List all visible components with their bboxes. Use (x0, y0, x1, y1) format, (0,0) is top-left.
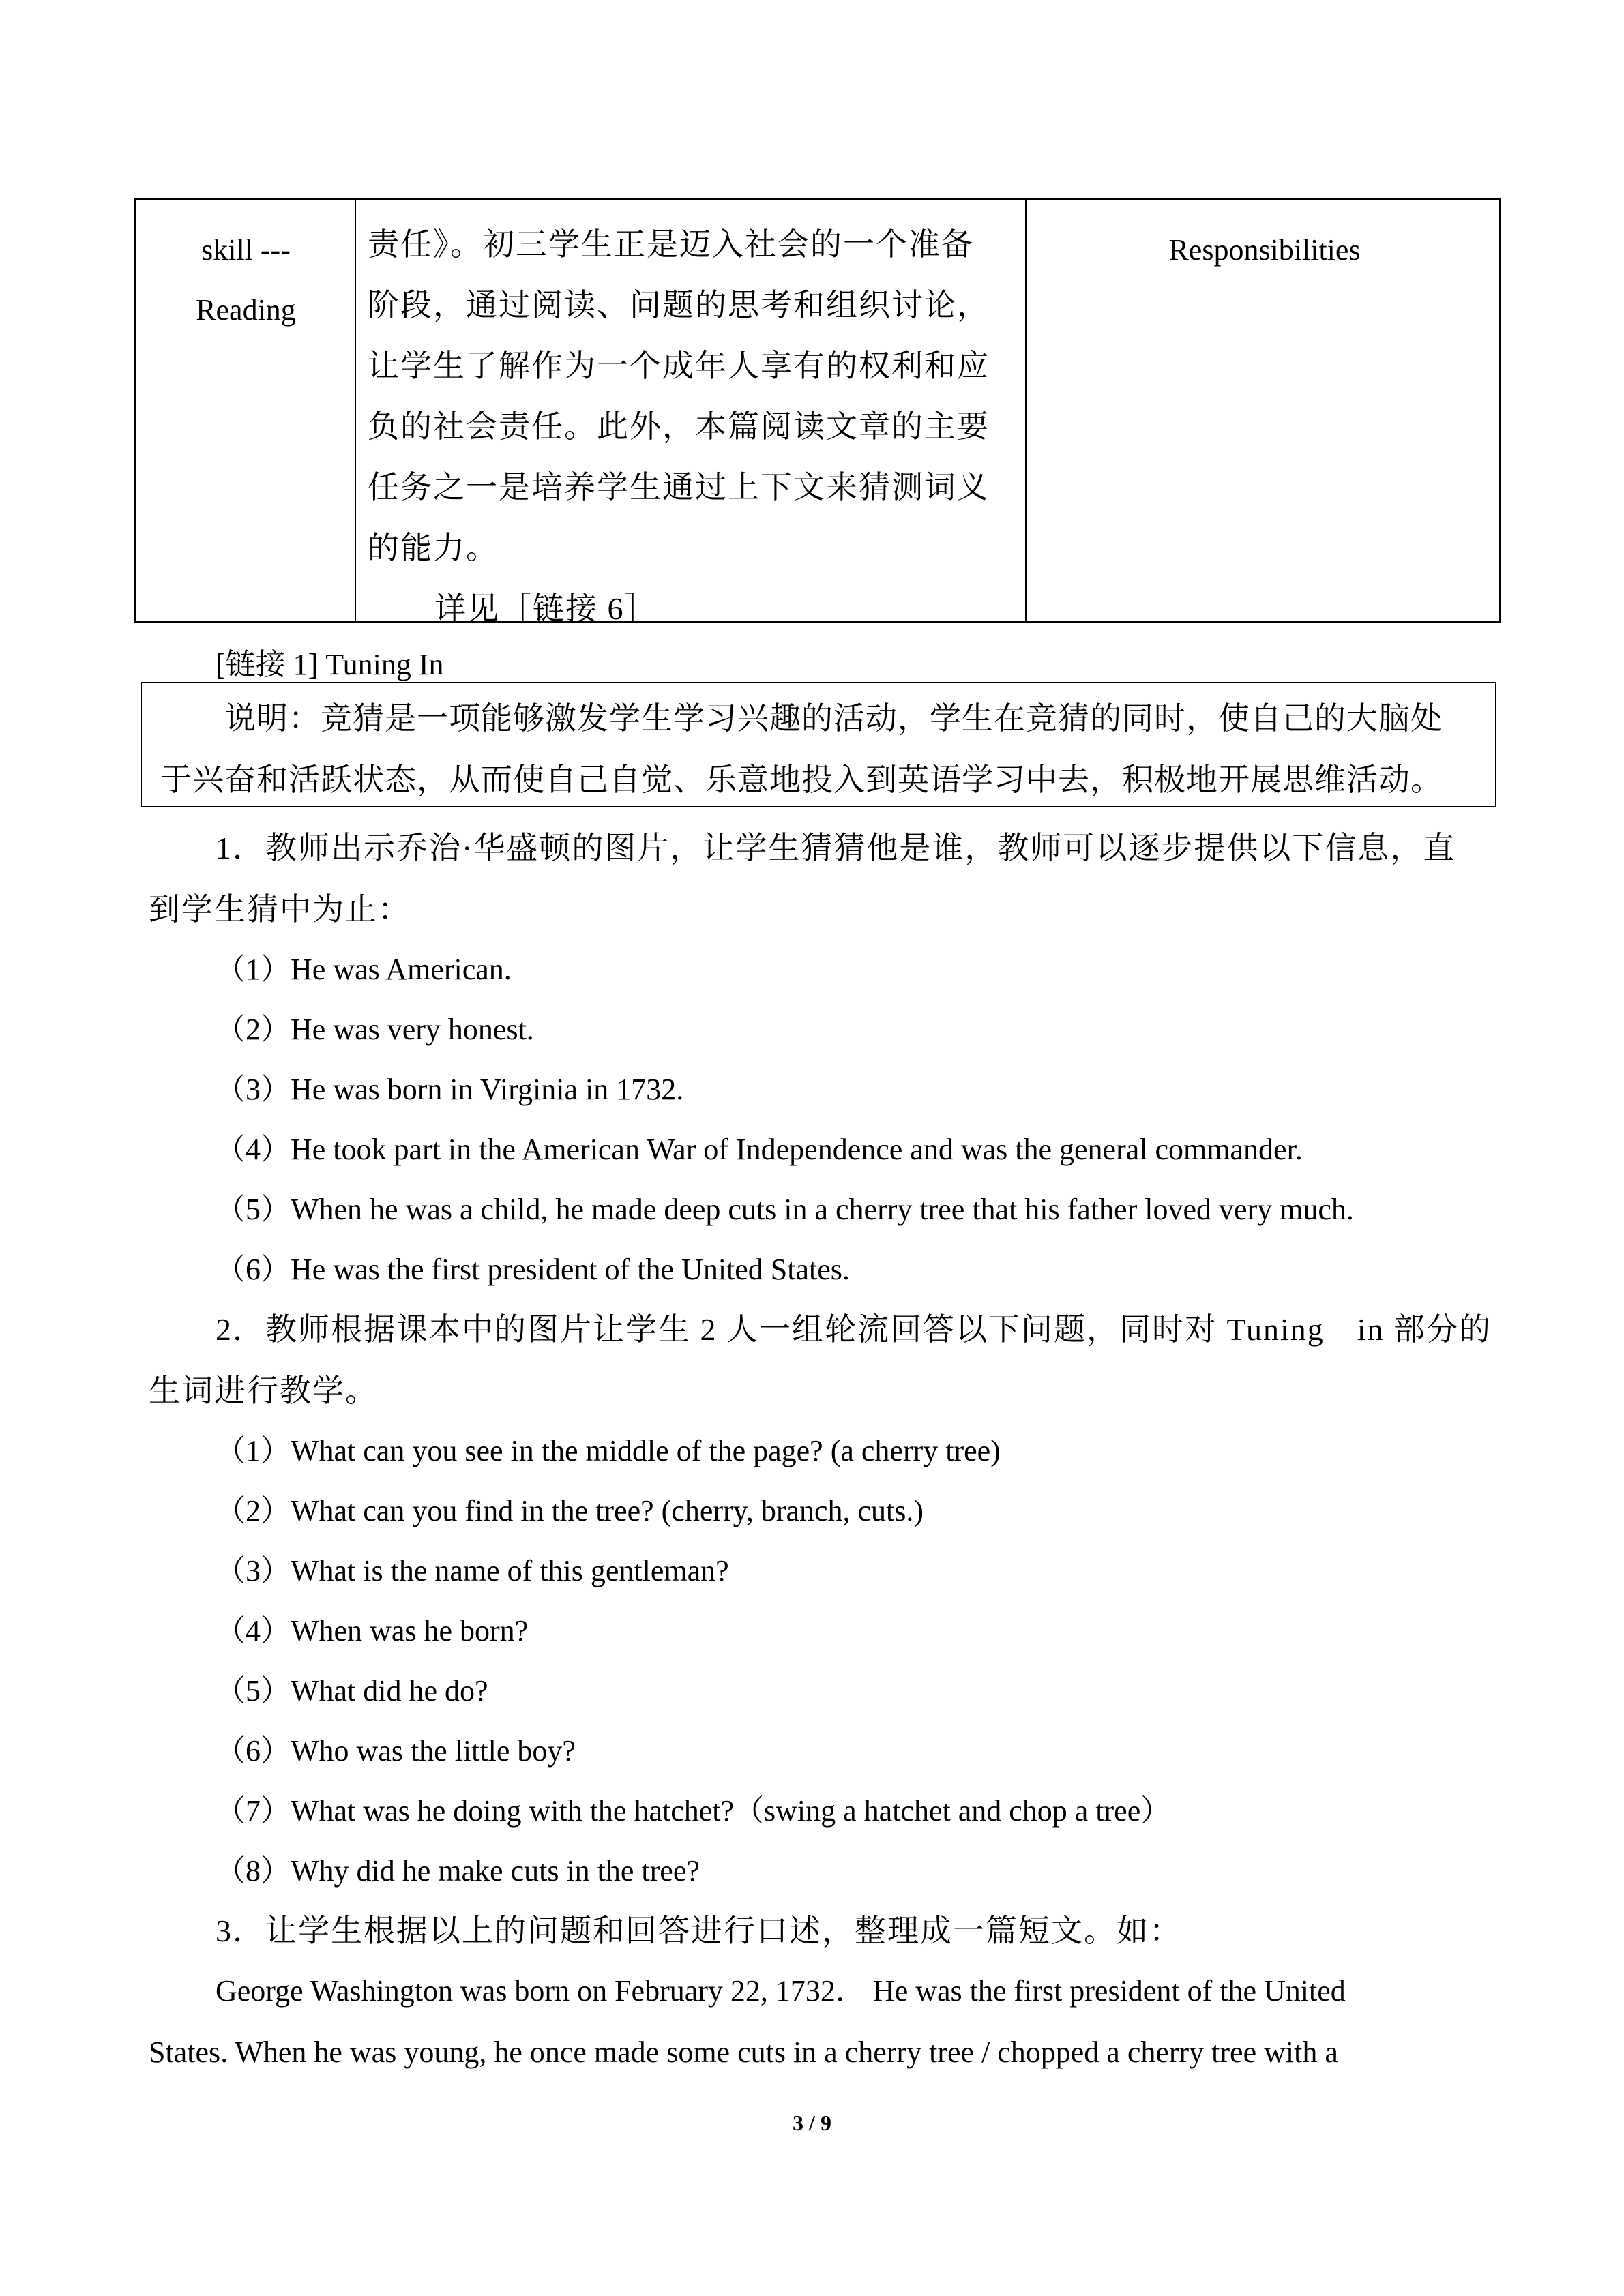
description-line: 让学生了解作为一个成年人享有的权利和应 (368, 348, 990, 383)
step-2-instruction: 生词进行教学。 (149, 1373, 378, 1408)
list-item: （1）He was American. (216, 953, 512, 986)
see-link-6[interactable]: 详见［链接 6］ (434, 591, 658, 626)
note-line: 说明：竞猜是一项能够激发学生学习兴趣的活动，学生在竞猜的同时，使自己的大脑处 (224, 701, 1443, 736)
step-1-instruction: 到学生猜中为止： (149, 892, 411, 927)
page-number: 3 / 9 (793, 2111, 831, 2135)
paragraph-line: George Washington was born on February 22, 1732． He was the first president of the United (216, 1974, 1346, 2008)
list-item: （1）What can you see in the middle of the page? (a cherry tree) (216, 1434, 1001, 1467)
list-item: （4）He took part in the American War of Independence and was the general commander. (216, 1133, 1303, 1166)
link-1-title: [链接 1] Tuning In (216, 648, 444, 681)
description-line: 负的社会责任。此外，本篇阅读文章的主要 (368, 409, 990, 444)
lesson-table (134, 198, 1501, 626)
description-line: 阶段，通过阅读、问题的思考和组织讨论， (368, 288, 990, 323)
skill-line: Reading (196, 293, 296, 327)
list-item: （6）Who was the little boy? (216, 1734, 576, 1768)
list-item: （7）What was he doing with the hatchet?（swing a hatchet and chop a tree） (216, 1794, 1171, 1828)
step-1-instruction: 1．教师出示乔治·华盛顿的图片，让学生猜猜他是谁，教师可以逐步提供以下信息，直 (216, 831, 1456, 865)
note-box (141, 682, 1496, 807)
list-item: （8）Why did he make cuts in the tree? (216, 1854, 700, 1888)
description-line: 的能力。 (368, 531, 499, 565)
paragraph-line: States. When he was young, he once made some cuts in a cherry tree / chopped a cherry tree with a (149, 2036, 1338, 2069)
table-cell-description (368, 214, 1118, 639)
list-item: （3）What is the name of this gentleman? (216, 1554, 729, 1587)
description-line: 责任》。初三学生正是迈入社会的一个准备 (368, 227, 974, 262)
list-item: （6）He was the first president of the United States. (216, 1253, 850, 1286)
note-line: 于兴奋和活跃状态，从而使自己自觉、乐意地投入到英语学习中去，积极地开展思维活动。 (160, 762, 1443, 797)
list-item: （2）He was very honest. (216, 1013, 534, 1046)
step-2-instruction: 2．教师根据课本中的图片让学生 2 人一组轮流回答以下问题，同时对 Tuning in 部分的 (216, 1312, 1492, 1347)
description-line: 任务之一是培养学生通过上下文来猜测词义 (368, 470, 990, 505)
step-3-instruction: 3．让学生根据以上的问题和回答进行口述，整理成一篇短文。如： (216, 1913, 1182, 1948)
list-item: （5）What did he do? (216, 1674, 488, 1708)
table-cell-skill (136, 220, 356, 340)
list-item: （2）What can you find in the tree? (cherry, branch, cuts.) (216, 1494, 924, 1527)
skill-line: skill --- (201, 233, 291, 267)
table-cell-topic: Responsibilities (1168, 233, 1361, 267)
list-item: （3）He was born in Virginia in 1732. (216, 1073, 684, 1106)
list-item: （5）When he was a child, he made deep cuts in a cherry tree that his father loved very much. (216, 1193, 1354, 1226)
list-item: （4）When was he born? (216, 1614, 529, 1648)
